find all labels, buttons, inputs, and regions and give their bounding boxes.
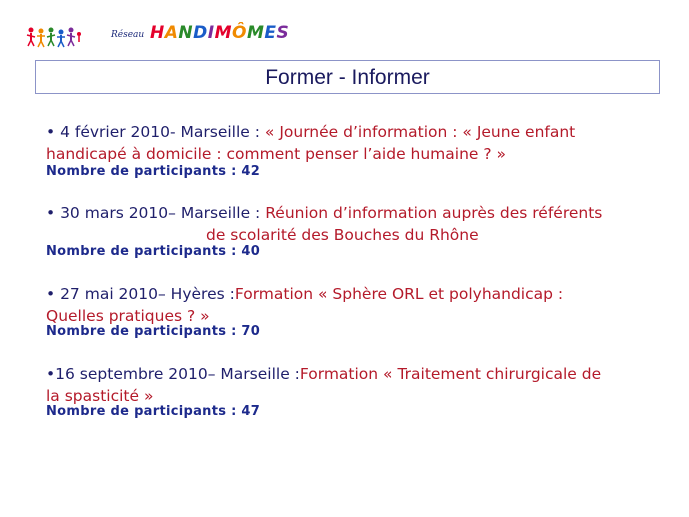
brand-letter: S [276, 23, 290, 43]
participant-count: Nombre de participants : 47 [46, 404, 261, 419]
brand-letter: A [164, 23, 179, 43]
network-label: Réseau [111, 30, 145, 40]
event-line-1 [46, 363, 666, 385]
brand-letter: E [264, 23, 277, 43]
brand-name [150, 23, 289, 43]
event-description: Formation « Traitement chirurgicale de [299, 365, 602, 383]
page-title: Former - Informer [265, 66, 430, 89]
event-description-continued: la spasticité » [46, 387, 154, 405]
title-box [35, 60, 660, 94]
event-line-1 [46, 202, 666, 224]
participant-count: Nombre de participants : 42 [46, 164, 261, 179]
participant-count: Nombre de participants : 70 [46, 324, 261, 339]
event-date-place: • 30 mars 2010– Marseille : [46, 204, 266, 222]
event-description-continued: de scolarité des Bouches du Rhône [206, 226, 479, 244]
event-line-1 [46, 121, 666, 143]
participant-count: Nombre de participants : 40 [46, 244, 261, 259]
event-date-place: • 27 mai 2010– Hyères : [46, 285, 235, 303]
event-item [46, 202, 666, 246]
event-line-1 [46, 283, 666, 305]
event-description-continued: handicapé à domicile : comment penser l’aide humaine ? » [46, 145, 507, 163]
event-item [46, 121, 666, 165]
brand-letter: I [207, 23, 215, 43]
event-description: Formation « Sphère ORL et polyhandicap : [234, 285, 564, 303]
people-icon [26, 26, 82, 48]
event-description: Réunion d’information auprès des référents [265, 204, 603, 222]
event-date-place: •16 septembre 2010– Marseille : [46, 365, 300, 383]
event-item [46, 363, 666, 407]
brand-letter: H [150, 23, 165, 43]
network-logo [26, 22, 290, 48]
brand-letter: M [214, 23, 233, 43]
event-description: « Journée d’information : « Jeune enfant [264, 123, 576, 141]
event-description-continued: Quelles pratiques ? » [46, 307, 210, 325]
brand-letter: D [193, 23, 208, 43]
brand-letter: N [178, 23, 194, 43]
event-date-place: • 4 février 2010- Marseille : [46, 123, 265, 141]
brand-letter: Ô [232, 23, 247, 43]
brand-letter: M [246, 23, 265, 43]
event-item [46, 283, 666, 327]
